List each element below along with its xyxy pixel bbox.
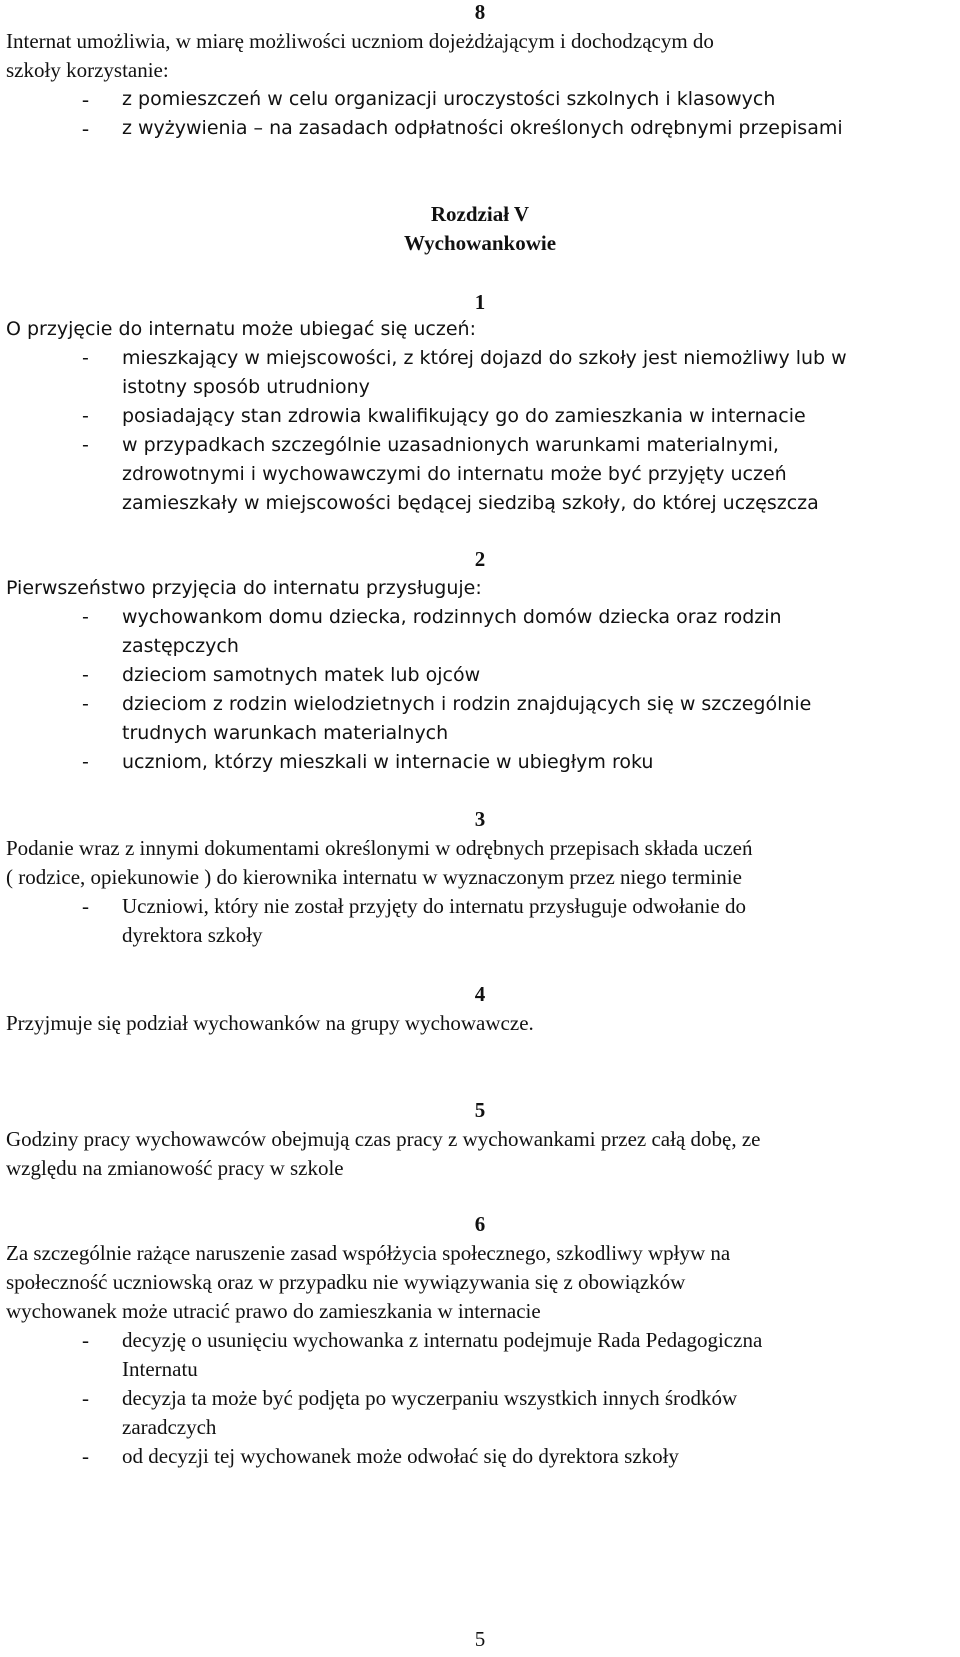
section-lead: O przyjęcie do internatu może ubiegać się uczeń:: [6, 318, 476, 340]
intro-line: Internat umożliwia, w miarę możliwości uczniom dojeżdżającym i dochodzącym do: [6, 29, 714, 53]
list-item: dzieciom z rodzin wielodzietnych i rodzin znajdujących się w szczególnie: [122, 693, 812, 715]
list-dash: -: [82, 751, 89, 773]
list-item: posiadający stan zdrowia kwalifikujący go do zamieszkania w internacie: [122, 405, 806, 427]
list-item-continuation: zaradczych: [122, 1415, 217, 1439]
list-item: z pomieszczeń w celu organizacji uroczystości szkolnych i klasowych: [122, 88, 776, 110]
section-text: Za szczególnie rażące naruszenie zasad współżycia społecznego, szkodliwy wpływ na: [6, 1241, 731, 1265]
list-dash: -: [82, 664, 89, 686]
list-dash: -: [82, 1328, 89, 1352]
list-item: uczniom, którzy mieszkali w internacie w ubiegłym roku: [122, 751, 654, 773]
section-text: Podanie wraz z innymi dokumentami określonymi w odrębnych przepisach składa uczeń: [6, 836, 753, 860]
section-number: 5: [474, 1098, 486, 1122]
list-item: decyzję o usunięciu wychowanka z internatu podejmuje Rada Pedagogiczna: [122, 1328, 763, 1352]
list-item-continuation: dyrektora szkoły: [122, 923, 263, 947]
list-item-continuation: istotny sposób utrudniony: [122, 376, 370, 398]
section-text: ( rodzice, opiekunowie ) do kierownika internatu w wyznaczonym przez niego terminie: [6, 865, 742, 889]
list-item: od decyzji tej wychowanek może odwołać się do dyrektora szkoły: [122, 1444, 679, 1468]
section-lead: Pierwszeństwo przyjęcia do internatu przysługuje:: [6, 577, 482, 599]
list-item: wychowankom domu dziecka, rodzinnych domów dziecka oraz rodzin: [122, 606, 782, 628]
list-dash: -: [82, 606, 89, 628]
intro-line: szkoły korzystanie:: [6, 58, 169, 82]
section-text: Godziny pracy wychowawców obejmują czas pracy z wychowankami przez całą dobę, ze: [6, 1127, 761, 1151]
list-item-continuation: Internatu: [122, 1357, 198, 1381]
section-number: 4: [474, 982, 486, 1006]
section-text: względu na zmianowość pracy w szkole: [6, 1156, 344, 1180]
list-item: dzieciom samotnych matek lub ojców: [122, 664, 481, 686]
section-text: wychowanek może utracić prawo do zamieszkania w internacie: [6, 1299, 541, 1323]
section-number: 2: [474, 547, 486, 571]
section-text: społeczność uczniowską oraz w przypadku nie wywiązywania się z obowiązków: [6, 1270, 686, 1294]
section-text: Przyjmuje się podział wychowanków na grupy wychowawcze.: [6, 1011, 534, 1035]
list-dash: -: [82, 347, 89, 369]
list-item: mieszkający w miejscowości, z której dojazd do szkoły jest niemożliwy lub w: [122, 347, 847, 369]
list-dash: -: [82, 405, 89, 427]
section-number: 3: [474, 807, 486, 831]
list-item: w przypadkach szczególnie uzasadnionych warunkami materialnymi,: [122, 434, 779, 456]
list-item-continuation: trudnych warunkach materialnych: [122, 722, 449, 744]
list-item: z wyżywienia – na zasadach odpłatności określonych odrębnymi przepisami: [122, 117, 843, 139]
list-dash: -: [82, 87, 89, 111]
list-item: Uczniowi, który nie został przyjęty do internatu przysługuje odwołanie do: [122, 894, 747, 918]
list-dash: -: [82, 1386, 89, 1410]
list-dash: -: [82, 894, 89, 918]
list-dash: -: [82, 1444, 89, 1468]
chapter-subtitle: Wychowankowie: [403, 231, 557, 255]
page-number-bottom: 5: [474, 1627, 486, 1651]
chapter-title: Rozdział V: [430, 202, 530, 226]
list-item-continuation: zamieszkały w miejscowości będącej siedzibą szkoły, do której uczęszcza: [122, 492, 819, 514]
list-dash: -: [82, 116, 89, 140]
list-dash: -: [82, 434, 89, 456]
list-item-continuation: zdrowotnymi i wychowawczymi do internatu może być przyjęty uczeń: [122, 463, 787, 485]
page-number-top: 8: [474, 0, 486, 24]
section-number: 1: [474, 290, 486, 314]
list-item-continuation: zastępczych: [122, 635, 239, 657]
list-item: decyzja ta może być podjęta po wyczerpaniu wszystkich innych środków: [122, 1386, 738, 1410]
list-dash: -: [82, 693, 89, 715]
section-number: 6: [474, 1212, 486, 1236]
